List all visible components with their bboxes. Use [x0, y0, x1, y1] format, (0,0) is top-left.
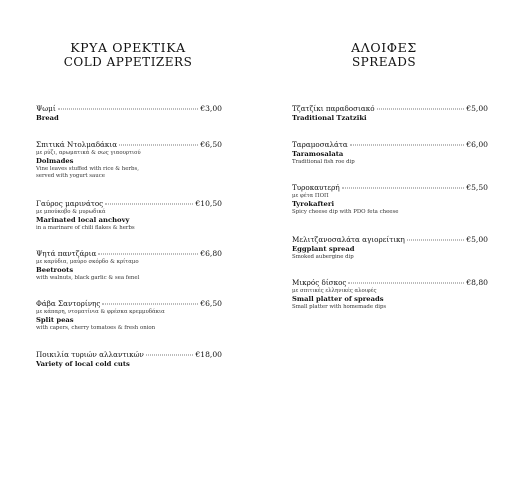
- dot-leader: [407, 240, 464, 241]
- item-price: €6,50: [200, 140, 222, 149]
- item-price: €18,00: [195, 350, 222, 359]
- menu-item: [292, 183, 488, 216]
- dot-leader: [102, 304, 198, 305]
- dot-leader: [377, 109, 465, 110]
- item-price: €6,50: [200, 299, 222, 308]
- item-name-greek: Ποικιλία τυριών αλλαντικών: [36, 350, 144, 359]
- item-name-english: Split peas: [36, 316, 74, 324]
- dot-leader: [342, 188, 465, 189]
- item-name-english: Tyrokafteri: [292, 200, 335, 208]
- item-price: €5,50: [466, 183, 488, 192]
- item-price: €5,00: [466, 104, 488, 113]
- item-name-greek: Μικρός δίσκος: [292, 278, 347, 287]
- menu-item: [292, 140, 488, 166]
- item-description-greek: με κάπαρη, ντοματίνια & φρέσκα κρεμμυδάκια: [36, 309, 165, 315]
- dot-leader: [98, 254, 198, 255]
- item-description-greek: με καρύδια, μαύρο σκόρδο & κρίταμο: [36, 259, 139, 265]
- item-description-english: with capers, cherry tomatoes & fresh onion: [36, 325, 156, 331]
- item-name-greek: Γαύρος μαρινάτος: [36, 199, 104, 208]
- section-heading: [0, 40, 256, 70]
- section-title-greek: ΑΛΟΙΦΕΣ: [351, 40, 417, 55]
- item-price: €5,00: [466, 235, 488, 244]
- item-price: €3,00: [200, 104, 222, 113]
- item-description-english: in a marinare of chili flakes & herbs: [36, 225, 135, 231]
- item-name-english: Bread: [36, 114, 59, 122]
- item-price: €10,50: [195, 199, 222, 208]
- item-description-greek: με μπούκοβο & μυρωδικά: [36, 209, 106, 215]
- dot-leader: [146, 355, 194, 356]
- section-title-greek: ΚΡΥΑ ΟΡΕΚΤΙΚΑ: [70, 40, 186, 55]
- item-name-greek: Ψωμί: [36, 104, 56, 113]
- item-name-english: Marinated local anchovy: [36, 216, 130, 224]
- menu-item: [36, 350, 222, 369]
- menu-item: [292, 278, 488, 311]
- item-price: €6,80: [200, 249, 222, 258]
- dot-leader: [58, 109, 199, 110]
- item-name-greek: Μελιτζανοσαλάτα αγιορείτικη: [292, 235, 405, 244]
- menu-item: [36, 299, 222, 332]
- item-description-english: Traditional fish roe dip: [292, 159, 355, 165]
- item-name-english: Dolmades: [36, 157, 74, 165]
- item-price: €8,80: [466, 278, 488, 287]
- menu-item: [36, 104, 222, 123]
- item-name-english: Beetroots: [36, 266, 74, 274]
- item-description-english: with walnuts, black garlic & sea fenel: [36, 275, 140, 281]
- item-name-greek: Τζατζίκι παραδοσιακό: [292, 104, 375, 113]
- section-heading: [256, 40, 512, 70]
- item-description-greek: με ρύζι, αρωματικά & σως γιαουρτιού: [36, 150, 141, 156]
- dot-leader: [348, 283, 464, 284]
- item-description-english: Small platter with homemade dips: [292, 304, 387, 310]
- menu-item: [292, 104, 488, 123]
- item-name-english: Variety of local cold cuts: [36, 360, 130, 368]
- dot-leader: [119, 145, 198, 146]
- item-price: €6,00: [466, 140, 488, 149]
- item-name-greek: Ψητά παντζάρια: [36, 249, 97, 258]
- item-name-greek: Τυροκαυτερή: [292, 183, 340, 192]
- dot-leader: [350, 145, 465, 146]
- menu-item: [36, 249, 222, 282]
- item-name-greek: Φάβα Σαντορίνης: [36, 299, 101, 308]
- item-name-greek: Σπιτικά Ντολμαδάκια: [36, 140, 118, 149]
- section-title-english: SPREADS: [351, 55, 417, 69]
- menu-item: [292, 235, 488, 261]
- item-name-english: Taramosalata: [292, 150, 344, 158]
- section-title-english: COLD APPETIZERS: [63, 55, 193, 69]
- item-description-english: Spicy cheese dip with PDO feta cheese: [292, 209, 399, 215]
- item-description-greek: με φέτα ΠΟΠ: [292, 193, 329, 199]
- item-name-english: Eggplant spread: [292, 245, 355, 253]
- dot-leader: [105, 204, 193, 205]
- item-name-english: Small platter of spreads: [292, 295, 384, 303]
- item-name-english: Traditional Tzatziki: [292, 114, 367, 122]
- item-name-greek: Ταραμοσαλάτα: [292, 140, 348, 149]
- item-description-english: Vine leaves stuffed with rice & herbs, served with yogurt sauce: [36, 166, 139, 179]
- item-description-greek: με σπιτικές ελληνικές αλοιφές: [292, 288, 377, 294]
- item-description-english: Smoked aubergine dip: [292, 254, 354, 260]
- menu-item: [36, 140, 222, 180]
- menu-item: [36, 199, 222, 232]
